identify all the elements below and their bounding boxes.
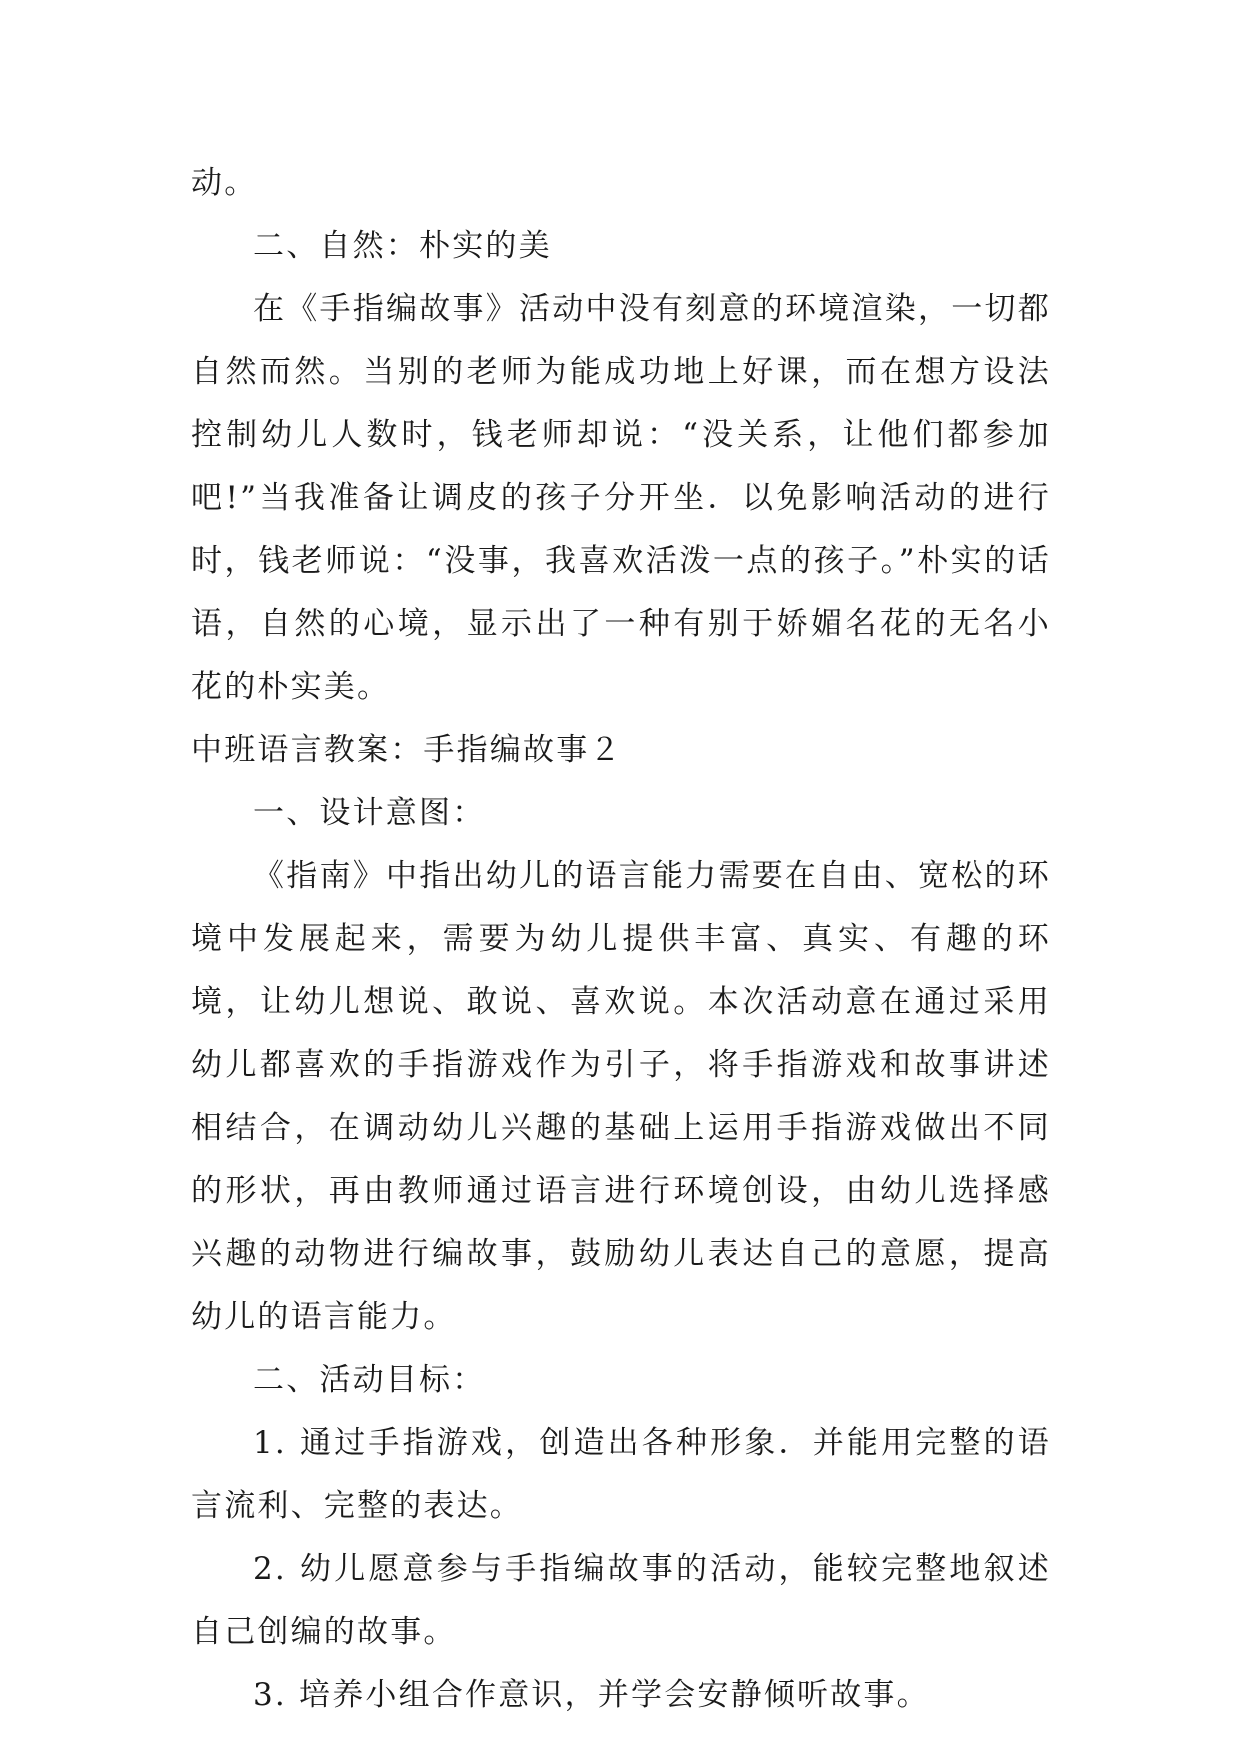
goal-item-1: 1. 通过手指游戏，创造出各种形象．并能用完整的语言流利、完整的表达。 [191, 1425, 1051, 1524]
goal-item-3: 3. 培养小组合作意识，并学会安静倾听故事。 [253, 1677, 930, 1713]
document-body [191, 152, 1051, 1727]
lesson-plan-title: 中班语言教案：手指编故事２ [191, 732, 623, 768]
paragraph-continuation: 动。 [191, 165, 258, 201]
paragraph-design-intent-body: 《指南》中指出幼儿的语言能力需要在自由、宽松的环境中发展起来，需要为幼儿提供丰富、真实、有趣的环境，让幼儿想说、敢说、喜欢说。本次活动意在通过采用幼儿都喜欢的手指游戏作为引子，将手指游戏和故事讲述相结合，在调动幼儿兴趣的基础上运用手指游戏做出不同的形状，再由教师通过语言进行环境创设，由幼儿选择感兴趣的动物进行编故事，鼓励幼儿表达自己的意愿，提高幼儿的语言能力。 [191, 858, 1051, 1335]
section-heading-activity-goals: 二、活动目标： [253, 1362, 486, 1398]
section-heading-design-intent: 一、设计意图： [253, 795, 486, 831]
section-heading-nature: 二、自然：朴实的美 [253, 228, 552, 264]
paragraph-nature-body: 在《手指编故事》活动中没有刻意的环境渲染，一切都自然而然。当别的老师为能成功地上好课，而在想方设法控制幼儿人数时，钱老师却说：“没关系，让他们都参加吧!”当我准备让调皮的孩子分开坐．以免影响活动的进行时，钱老师说：“没事，我喜欢活泼一点的孩子。”朴实的话语，自然的心境，显示出了一种有别于娇媚名花的无名小花的朴实美。 [191, 291, 1051, 705]
goal-item-2: 2. 幼儿愿意参与手指编故事的活动，能较完整地叙述自己创编的故事。 [191, 1551, 1051, 1650]
